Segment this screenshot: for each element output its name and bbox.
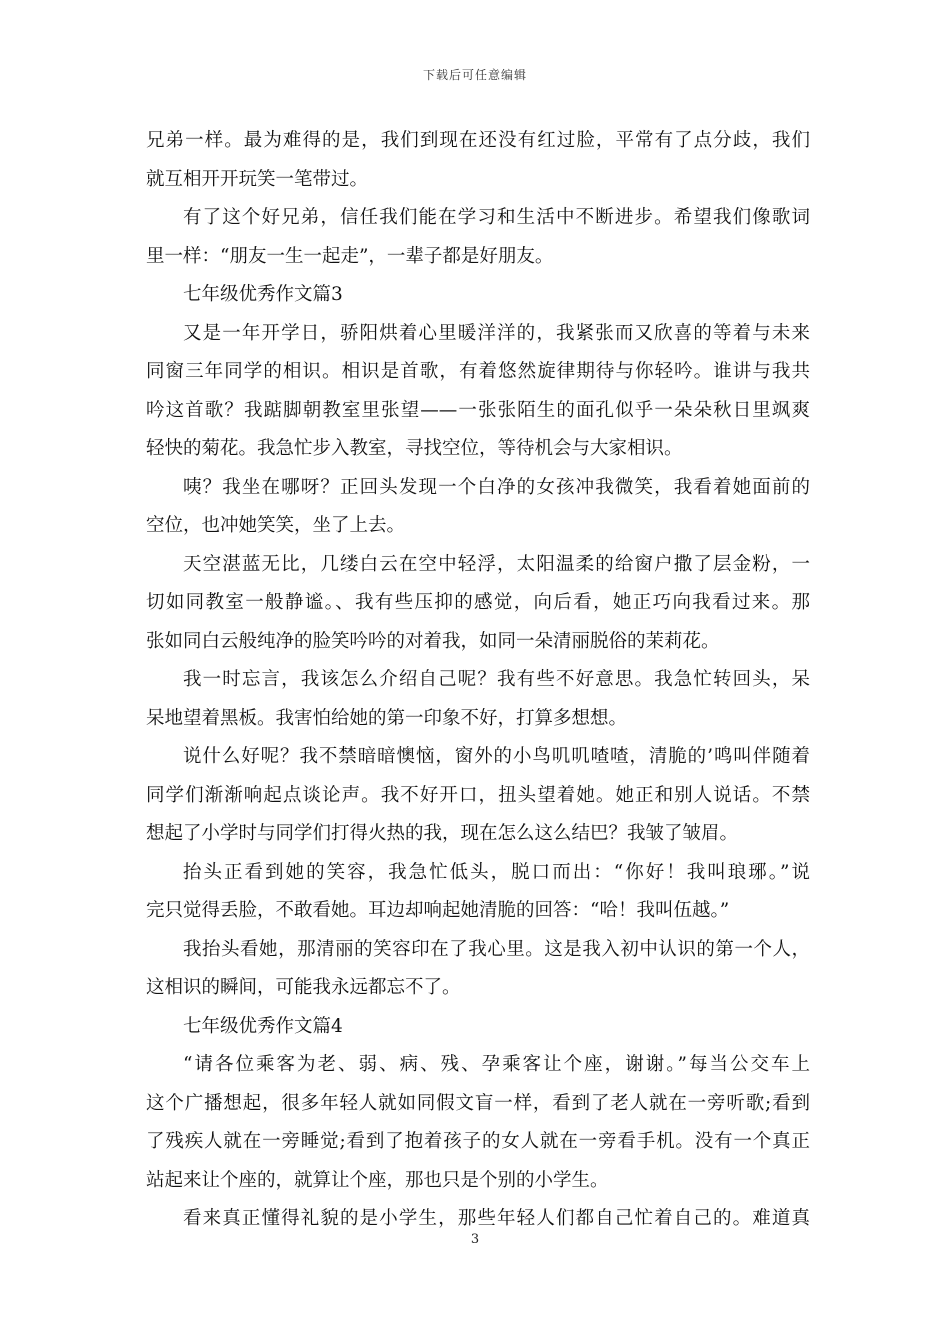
text-line: 想起了小学时与同学们打得火热的我，现在怎么这么结巴？我皱了皱眉。 bbox=[146, 823, 739, 844]
text-line: 同窗三年同学的相识。相识是首歌，有着悠然旋律期待与你轻吟。谁讲与我共 bbox=[146, 361, 810, 382]
text-line: “请各位乘客为老、弱、病、残、孕乘客让个座，谢谢。”每当公交车上 bbox=[183, 1054, 810, 1075]
page-header: 下载后可任意编辑 bbox=[422, 68, 527, 82]
text-line: 完只觉得丢脸，不敢看她。耳边却响起她清脆的回答：“哈！我叫伍越。” bbox=[146, 900, 730, 921]
text-line: 呆地望着黑板。我害怕给她的第一印象不好，打算多想想。 bbox=[146, 707, 628, 729]
text-line: 说什么好呢？我不禁暗暗懊恼，窗外的小鸟叽叽喳喳，清脆的’鸣叫伴随着 bbox=[183, 746, 810, 767]
text-line: 同学们渐渐响起点谈论声。我不好开口，扭头望着她。她正和别人说话。不禁 bbox=[146, 784, 810, 806]
text-line: 吟这首歌？我踮脚朝教室里张望——一张张陌生的面孔似乎一朵朵秋日里飒爽 bbox=[146, 399, 810, 421]
text-line: 张如同白云般纯净的脸笑吟吟的对着我，如同一朵清丽脱俗的茉莉花。 bbox=[146, 630, 720, 652]
page-number: 3 bbox=[470, 1232, 480, 1247]
text-line: 我抬头看她，那清丽的笑容印在了我心里。这是我入初中认识的第一个人， bbox=[183, 938, 810, 960]
text-line: 空位，也冲她笑笑，坐了上去。 bbox=[146, 515, 406, 536]
text-line: 又是一年开学日，骄阳烘着心里暖洋洋的，我紧张而又欣喜的等着与未来 bbox=[183, 322, 810, 344]
text-line: 切如同教室一般静谧。、我有些压抑的感觉，向后看，她正巧向我看过来。那 bbox=[146, 592, 810, 613]
text-line: 了残疾人就在一旁睡觉;看到了抱着孩子的女人就在一旁看手机。没有一个真正 bbox=[146, 1131, 810, 1152]
text-line: 七年级优秀作文篇3 bbox=[183, 284, 343, 305]
text-line: 看来真正懂得礼貌的是小学生，那些年轻人们都自己忙着自己的。难道真 bbox=[183, 1208, 810, 1229]
text-line: 就互相开开玩笑一笔带过。 bbox=[146, 168, 369, 190]
text-line: 站起来让个座的，就算让个座，那也只是个别的小学生。 bbox=[146, 1169, 609, 1191]
document-body bbox=[146, 122, 810, 1239]
text-line: 这个广播想起，很多年轻人就如同假文盲一样，看到了老人就在一旁听歌;看到 bbox=[146, 1092, 810, 1114]
text-line: 有了这个好兄弟，信任我们能在学习和生活中不断进步。希望我们像歌词 bbox=[183, 207, 810, 228]
text-line: 轻快的菊花。我急忙步入教室，寻找空位，等待机会与大家相识。 bbox=[146, 438, 683, 459]
text-line: 这相识的瞬间，可能我永远都忘不了。 bbox=[146, 977, 461, 998]
text-line: 里一样：“朋友一生一起走”，一辈子都是好朋友。 bbox=[146, 245, 554, 267]
text-line: 咦？我坐在哪呀？正回头发现一个白净的女孩冲我微笑，我看着她面前的 bbox=[183, 476, 810, 498]
text-line: 兄弟一样。最为难得的是，我们到现在还没有红过脸，平常有了点分歧，我们 bbox=[146, 130, 810, 151]
text-line: 我一时忘言，我该怎么介绍自己呢？我有些不好意思。我急忙转回头，呆 bbox=[183, 669, 810, 690]
text-line: 天空湛蓝无比，几缕白云在空中轻浮，太阳温柔的给窗户撒了层金粉，一 bbox=[183, 553, 810, 575]
text-line: 七年级优秀作文篇4 bbox=[183, 1015, 343, 1037]
text-line: 抬头正看到她的笑容，我急忙低头，脱口而出：“你好！我叫琅琊。”说 bbox=[183, 861, 810, 883]
